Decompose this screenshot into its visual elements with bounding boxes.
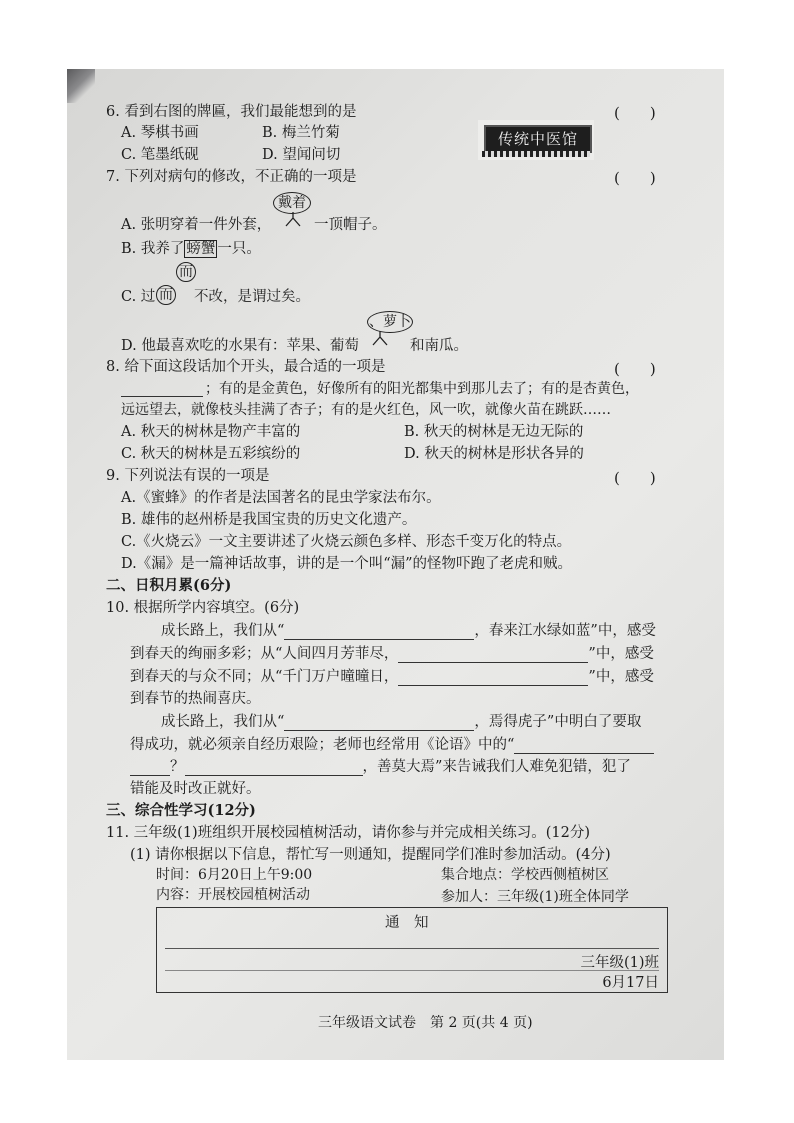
q8-question: 8. 给下面这段话加个开头，最合适的一项是 [106, 359, 386, 375]
q11-info-people: 参加人：三年级(1)班全体同学 [441, 889, 629, 905]
section-3-title: 三、综合性学习(12分) [106, 802, 256, 819]
page-corner-shadow [67, 69, 95, 103]
q11-info-time: 时间：6月20日上午9:00 [156, 867, 313, 883]
q7a-insert-mark: 戴着 [273, 192, 311, 214]
q10-line1: 成长路上，我们从“ ，春来江水绿如蓝”中，感受 [161, 623, 656, 639]
q7d-insert-mark: 、萝卜 [367, 311, 413, 333]
q9-option-b: B. 雄伟的赵州桥是我国宝贵的历史文化遗产。 [121, 512, 417, 528]
plaque-text: 传统中医馆 [484, 125, 592, 153]
q8-passage-line1: ；有的是金黄色，好像所有的阳光都集中到那儿去了；有的是杏黄色， [205, 381, 639, 397]
q10-blank-5[interactable] [514, 737, 654, 754]
page-footer: 三年级语文试卷 第 2 页(共 4 页) [318, 1015, 533, 1031]
q8-answer-paren[interactable]: ( ) [614, 360, 656, 378]
q8-option-a: A. 秋天的树林是物产丰富的 [121, 424, 301, 440]
q9-option-d: D.《漏》是一篇神话故事，讲的是一个叫“漏”的怪物吓跑了老虎和贼。 [121, 556, 573, 572]
q7b-boxed-word: 螃蟹 [186, 241, 216, 257]
q10-blank-7[interactable] [185, 759, 363, 776]
plaque-decoration [482, 151, 590, 157]
q6-option-c: C. 笔墨纸砚 [121, 147, 199, 163]
q10-line4: 到春节的热闹喜庆。 [130, 691, 261, 707]
q8-option-d: D. 秋天的树林是形状各异的 [404, 446, 584, 462]
q7-option-a-after: 一顶帽子。 [314, 217, 387, 233]
q9-option-c: C.《火烧云》一文主要讲述了火烧云颜色多样、形态千变万化的特点。 [121, 534, 572, 550]
q10-line7: ？ ，善莫大焉”来告诫我们人难免犯错，犯了 [130, 758, 631, 776]
q7-question: 7. 下列对病句的修改，不正确的一项是 [106, 169, 357, 185]
q10-line6: 得成功，就必须亲自经历艰险；老师也经常用《论语》中的“ [130, 736, 654, 754]
notice-signature: 三年级(1)班 [580, 955, 659, 971]
q9-answer-paren[interactable]: ( ) [614, 469, 656, 487]
q7-option-c-after: 不改，是谓过矣。 [194, 289, 310, 305]
q7-option-a-before: A. 张明穿着一件外套， [121, 217, 272, 233]
section-2-title: 二、日积月累(6分) [106, 577, 232, 594]
q10-line5: 成长路上，我们从“ ，焉得虎子”中明白了要取 [161, 714, 642, 730]
q7-option-c-before: C. 过 [121, 289, 156, 305]
q10-line2: 到春天的绚丽多彩；从“人间四月芳菲尽， ”中，感受 [130, 646, 654, 662]
q6-question: 6. 看到右图的牌匾，我们最能想到的是 [106, 104, 357, 120]
notice-title: 通 知 [385, 915, 429, 931]
q6-answer-paren[interactable]: ( ) [614, 104, 656, 122]
q7-option-d-after: 和南瓜。 [410, 338, 468, 354]
q7c-circled-char: 而 [156, 285, 176, 305]
q10-blank-2[interactable] [398, 646, 588, 663]
q9-option-a: A.《蜜蜂》的作者是法国著名的昆虫学家法布尔。 [121, 490, 441, 506]
q7-option-d-before: D. 他最喜欢吃的水果有：苹果、葡萄 [121, 338, 359, 354]
q10-blank-4[interactable] [284, 714, 474, 731]
q6-option-d: D. 望闻问切 [262, 147, 341, 163]
notice-write-line[interactable] [165, 948, 659, 949]
q7a-caret-mark [283, 212, 303, 228]
q10-line3: 到春天的与众不同；从“千门万户曈曈日， ”中，感受 [130, 669, 654, 685]
notice-date: 6月17日 [602, 975, 659, 991]
q8-option-b: B. 秋天的树林是无边无际的 [404, 424, 584, 440]
q10-question: 10. 根据所学内容填空。(6分) [106, 600, 300, 616]
q11-info-content: 内容：开展校园植树活动 [156, 887, 310, 903]
q11-info-place: 集合地点：学校西侧植树区 [441, 867, 609, 883]
q11-question: 11. 三年级(1)班组织开展校园植树活动，请你参与并完成相关练习。(12分) [106, 825, 590, 841]
q7c-insert-mark: 而 [176, 262, 196, 282]
q10-line8: 错能及时改正就好。 [130, 781, 261, 797]
q8-passage-line2: 远远望去，就像枝头挂满了杏子；有的是火红色，风一吹，就像火苗在跳跃…… [121, 402, 611, 418]
plaque-image [478, 120, 594, 160]
q10-blank-3[interactable] [398, 669, 588, 686]
q7d-caret-mark [370, 331, 390, 347]
q8-blank[interactable] [121, 380, 203, 397]
q6-option-a: A. 琴棋书画 [121, 125, 199, 141]
q7-answer-paren[interactable]: ( ) [614, 169, 656, 187]
notice-answer-box[interactable] [156, 907, 668, 993]
q11-sub1: (1) 请你根据以下信息，帮忙写一则通知，提醒同学们准时参加活动。(4分) [130, 847, 611, 863]
q6-option-b: B. 梅兰竹菊 [262, 125, 340, 141]
q8-option-c: C. 秋天的树林是五彩缤纷的 [121, 446, 301, 462]
q10-blank-1[interactable] [284, 623, 474, 640]
q9-question: 9. 下列说法有误的一项是 [106, 468, 270, 484]
q7-option-b: B. 我养了 螃蟹 一只。 [121, 241, 261, 257]
q10-blank-6[interactable] [130, 759, 170, 776]
